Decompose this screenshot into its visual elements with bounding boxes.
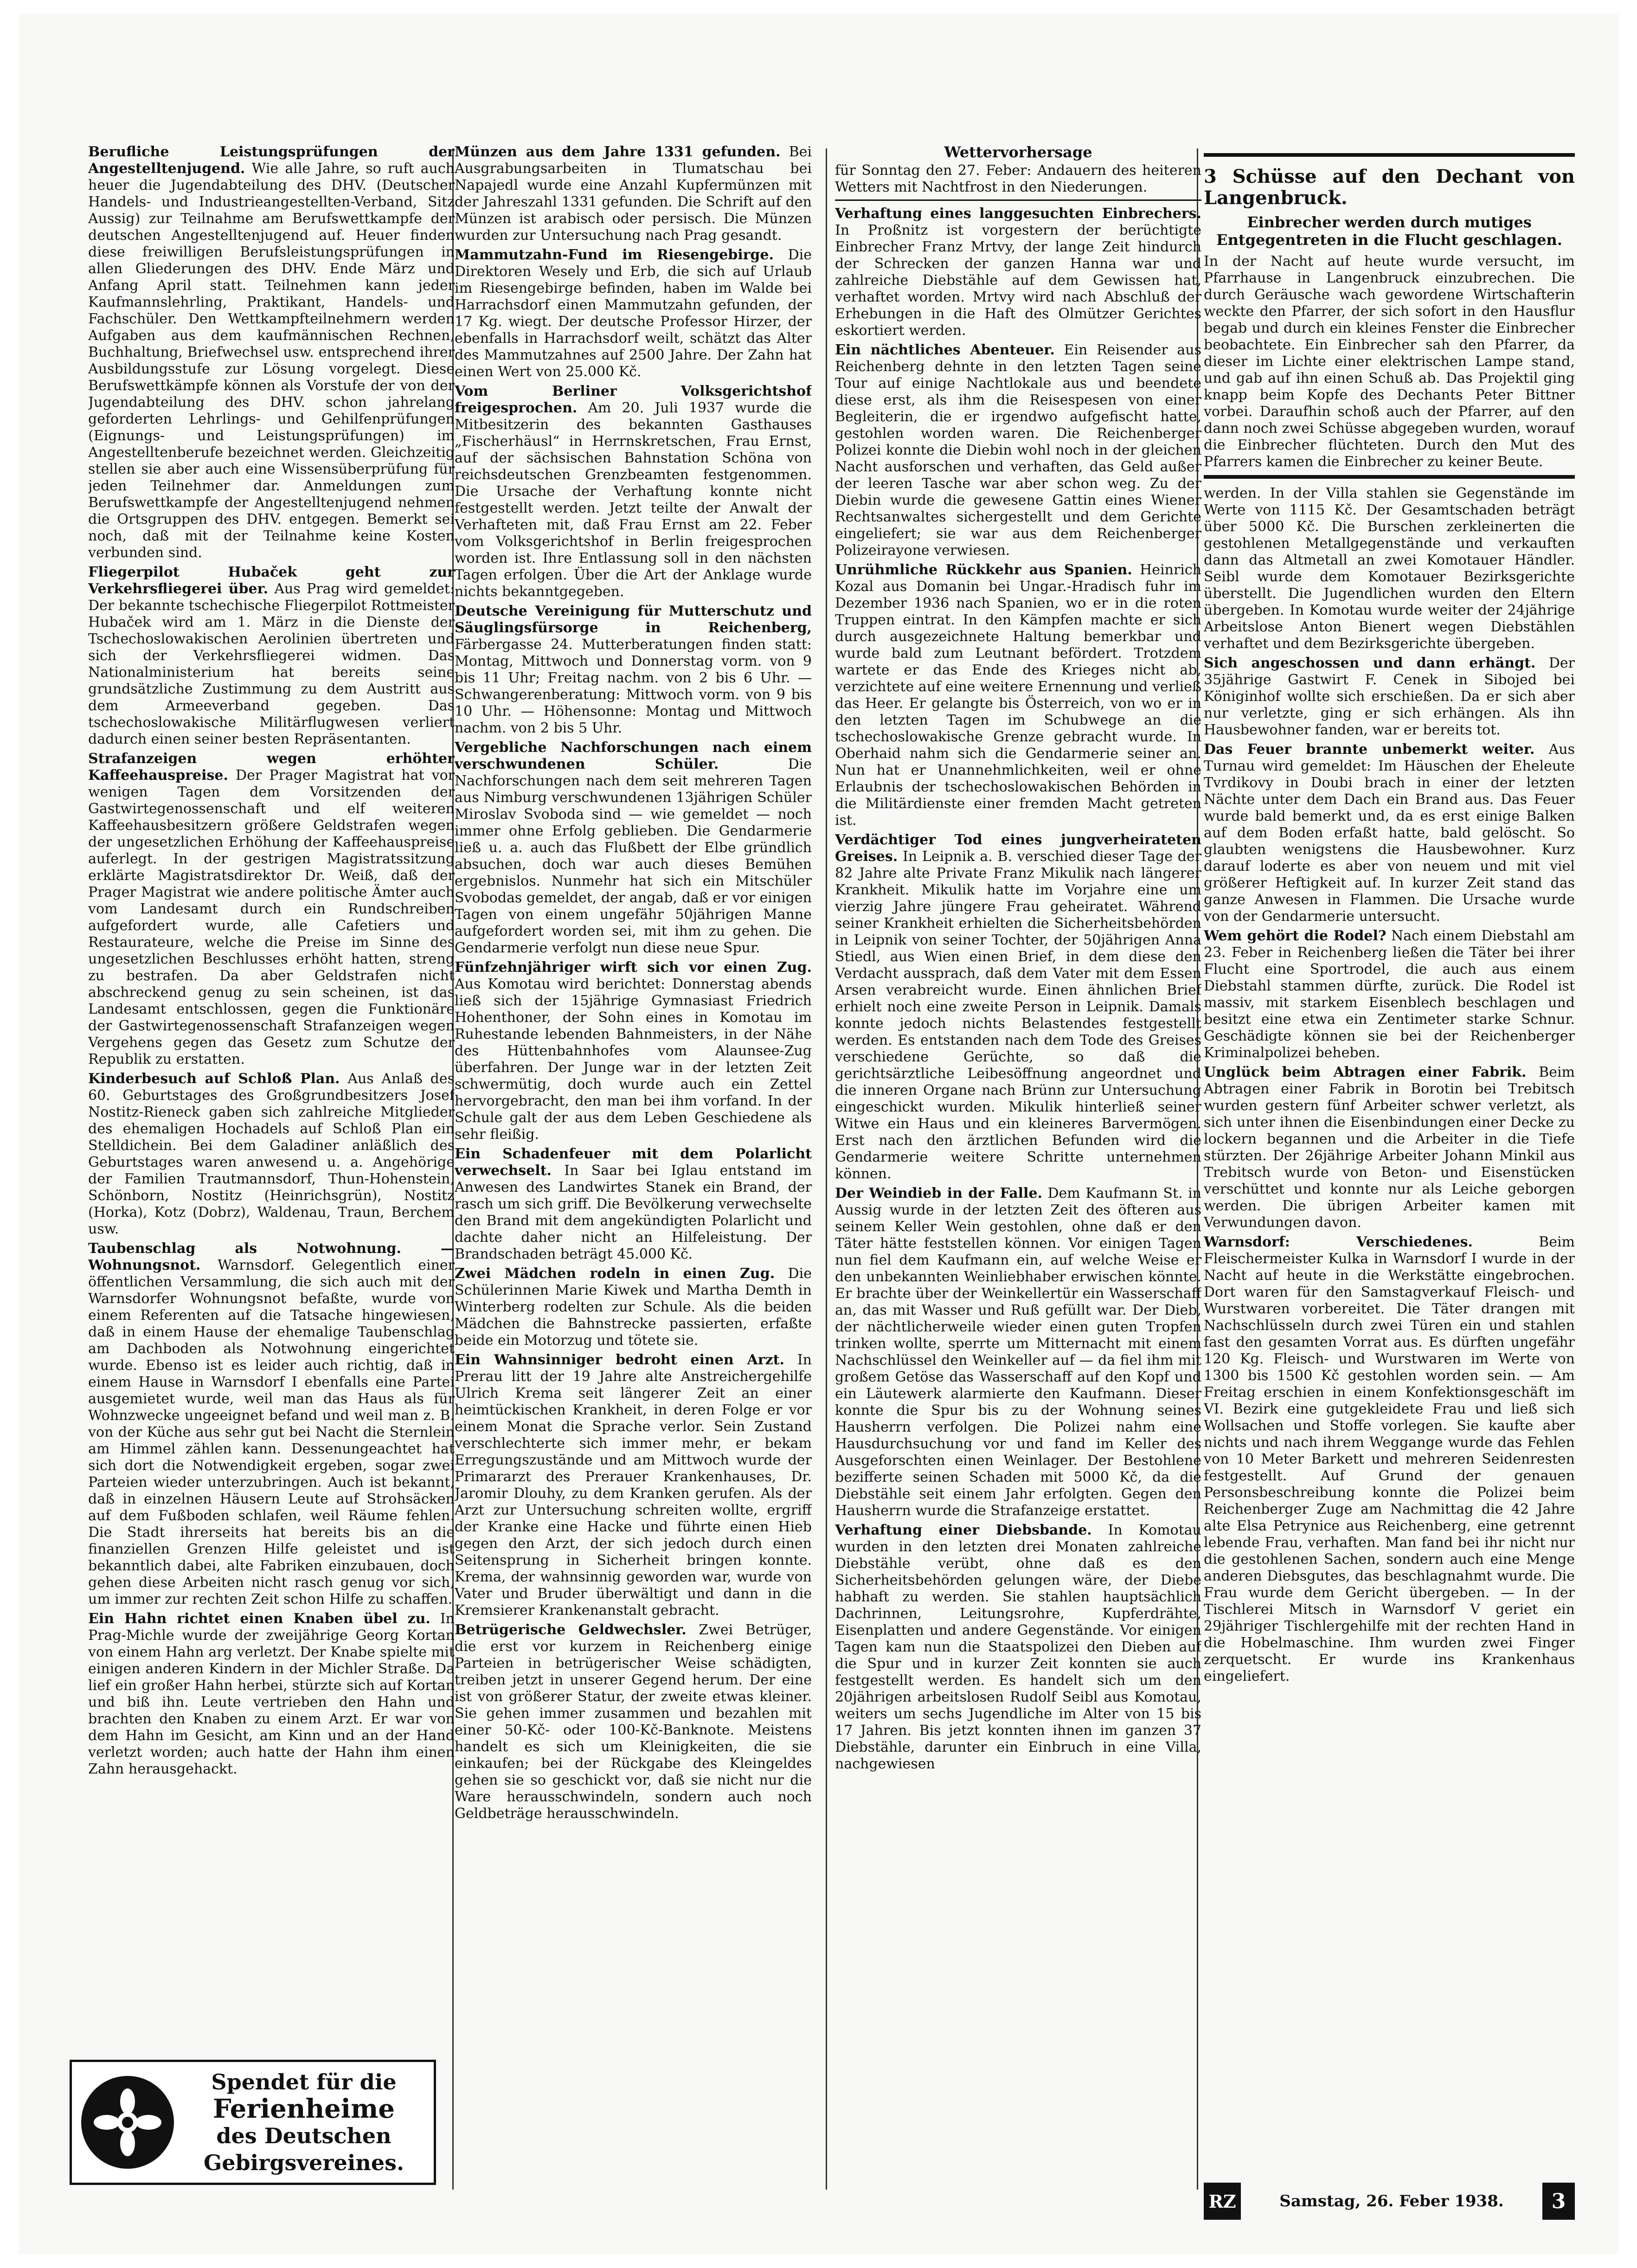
column-divider [826,148,827,2190]
article-text: In Prerau litt der 19 Jahre alte Anstreichergehilfe Ulrich Krema seit längerer Zeit an einer heimtückischen Krankheit, in deren Folge er vor einem Monat die Sprache verlor. Sein Zustand verschlechterte sich immer mehr, er bekam Erregungszustände und am Mittwoch wurde der Primararzt des Prerauer Krankenhauses, Dr. Jaromir Dlouhy, zu dem Kranken gerufen. Als der Arzt zur Untersuchung schreiten wollte, ergriff der Kranke eine Hacke und führte einen Hieb gegen den Arzt, der sich jedoch durch einen Seitensprung in Sicherheit bringen konnte. Krema, der wahnsinnig geworden war, wurde von Vater und Bruder überwältigt und dann in die Kremsierer Krankenanstalt gebracht. [455,1352,812,1619]
weather-title: Wettervorhersage [944,144,1092,161]
article-text: Der Prager Magistrat hat vor wenigen Tagen dem Vorsitzenden der Gastwirtegenossenschaft und elf weiteren Kaffeehausbesitzern größere Geldstrafen wegen der ungesetzlichen Erhöhung der Kaffeehauspreise auferlegt. In der gestrigen Magistratssitzung erklärte Magistratsdirektor Dr. Weiß, daß der Prager Magistrat wie andere politische Ämter auch vom Landesamt durch ein Rundschreiben aufgefordert wurde, alle Cafetiers und Restaurateure, welche die Preise im Sinne des ungesetzlichen Beschlusses erhöht hatten, streng zu bestrafen. Da aber Geldstrafen nicht abschreckend genug zu sein scheinen, ist das Landesamt entschlossen, gegen die Funktionäre der Gastwirtegenossenschaft Strafanzeigen wegen Vergehens gegen das Gesetz zum Schutze der Republik zu erstatten. [88,767,455,1067]
article-text: Zwei Betrüger, die erst vor kurzem in Reichenberg einige Parteien in betrügerischer Weise schädigten, treiben jetzt in unserer Gegend herum. Der eine ist von größerer Statur, der zweite etwas kleiner. Sie gehen immer zusammen und bezahlen mit einer 50-Kč- oder 100-Kč-Banknote. Meistens handelt es sich um Kleinigkeiten, die sie einkaufen; bei der Rückgabe des Kleingeldes gehen sie so geschickt vor, daß sie nicht nur die Ware herausschwindeln, sondern auch noch Geldbeträge herausschwindeln. [455,1622,812,1822]
column-4 [1204,144,1575,2129]
article-text: Der 35jährige Gastwirt F. Cenek in Sibojed bei Königinhof wollte sich erschießen. Da er sich aber nur verletzte, ging er sich erhängen. Als ihn Hausbewohner fanden, war er bereits tot. [1204,655,1575,738]
article-title: Der Weindieb in der Falle. [835,1185,1042,1201]
column-1 [88,144,455,2074]
article [835,832,1201,1182]
column-2 [455,144,812,2111]
article [455,603,812,737]
headline-rule-top [1204,153,1575,157]
article-title: Kinderbesuch auf Schloß Plan. [88,1071,340,1087]
article-title: Berufliche Leistungsprüfungen der Angestelltenjugend. [88,144,455,177]
page-footer [1204,2180,1575,2222]
article [1204,655,1575,739]
article-text: Aus Prag wird gemeldet: Der bekannte tschechische Fliegerpilot Rottmeister Hubaček wird am 1. März in die Dienste der Tschechoslowakischen Aerolinien übertreten und sich der Verkehrsfliegerei widmen. Das Nationalministerium hat bereits seine grundsätzliche Zustimmung zu dem Austritt aus dem Armeeverband gegeben. Das tschechoslowakische Militärflugwesen verliert dadurch einen seiner besten Repräsentanten. [88,581,455,747]
article [455,1146,812,1263]
article-text: In Komotau wurden in den letzten drei Monaten zahlreiche Diebstähle verübt, ohne daß es den Sicherheitsbehörden gelungen wäre, der Diebe habhaft zu werden. Sie stahlen hauptsächlich Dachrinnen, Leitungsrohre, Kupferdrähte, Eisenplatten und andere Gegenstände. Vor einigen Tagen kam nun die Staatspolizei den Dieben auf die Spur und in kurzer Zeit konnten sie auch festgestellt werden. Es handelt sich um den 20jährigen arbeitslosen Rudolf Seibl aus Komotau, weiters um sechs Jugendliche im Alter von 15 bis 17 Jahren. Bis jetzt konnten ihnen im ganzen 37 Diebstähle, darunter ein Einbruch in eine Villa, nachgewiesen [835,1522,1201,1772]
article-title: Zwei Mädchen rodeln in einen Zug. [455,1266,775,1282]
article-text: Heinrich Kozal aus Domanin bei Ungar.-Hradisch fuhr im Dezember 1936 nach Spanien, wo er in die roten Truppen eintrat. In den Kämpfen machte er sich durch ausgezeichnete Haltung bemerkbar und wurde bald zum Leutnant befördert. Trotzdem wartete er das Ende des Krieges nicht ab, verzichtete auf eine weitere Ernennung und verließ das Heer. Er gelangte bis Österreich, von wo er in den letzten Tagen im Schubwege an die tschechoslowakische Grenze gebracht wurde. In Oberhaid nahm sich die Gendarmerie seiner an. Nun hat er Unannehmlichkeiten, weil er ohne Erlaubnis der tschechoslowakischen Behörden in die Militärdienste einer fremden Macht getreten ist. [835,562,1201,829]
headline: 3 Schüsse auf den Dechant von Langenbruck. [1204,166,1575,209]
article-title: Fliegerpilot Hubaček geht zur Verkehrsfliegerei über. [88,564,455,597]
article [88,144,455,561]
advertisement-text [174,2069,434,2176]
article-text: Die Nachforschungen nach dem seit mehreren Tagen aus Nimburg verschwundenen 13jährigen Schüler Miroslav Svoboda sind — wie gemeldet — noch immer ohne Erfolg geblieben. Die Gendarmerie ließ u. a. auch das Flußbett der Elbe gründlich absuchen, doch war auch dieses Bemühen ergebnislos. Nunmehr hat sich ein Mitschüler Svobodas gemeldet, der angab, daß er vor einigen Tagen von einem ungefähr 50jährigen Manne aufgefordert worden sei, mit ihm zu gehen. Die Gendarmerie verfolgt nun diese neue Spur. [455,756,812,956]
article-title: Ein Hahn richtet einen Knaben übel zu. [88,1611,430,1627]
article-title: Strafanzeigen wegen erhöhter Kaffeehauspreise. [88,751,455,784]
article-text: Aus Turnau wird gemeldet: Im Häuschen der Eheleute Tvrdikovy in Doubi brach in einer der letzten Nächte unter dem Dach ein Brand aus. Das Feuer wurde bald bemerkt und, da es erst einige Balken auf dem Boden erfaßt hatte, bald gelöscht. So glaubten wenigstens die Hausbewohner. Kurz darauf loderte es aber von neuem und mit viel größerer Heftigkeit auf. In kurzer Zeit stand das ganze Anwesen in Flammen. Die Ursache wurde von der Gendarmerie untersucht. [1204,741,1575,925]
subheadline: Einbrecher werden durch mutiges Entgegentreten in die Flucht geschlagen. [1216,213,1562,249]
article-title: Ein Wahnsinniger bedroht einen Arzt. [455,1352,784,1368]
article [455,247,812,380]
article-text: In Proßnitz ist vorgestern der berüchtigte Einbrecher Franz Mrtvy, der lange Zeit hindurch der Schrecken der ganzen Hanna war und zahlreiche Diebstähle auf dem Gewissen hat, verhaftet worden. Mrtvy wird nach Abschluß der Erhebungen in die Haft des Olmützer Gerichtes eskortiert werden. [835,222,1201,339]
page-number: 3 [1542,2183,1575,2220]
article-text: Wie alle Jahre, so ruft auch heuer die Jugendabteilung des DHV. (Deutscher Handels- und Industrieangestellten-Verband, Sitz Aussig) zur Teilnahme am Berufswettkampfe der deutschen Angestelltenjugend auf. Heuer finden diese freiwilligen Berufsleistungsprüfungen in allen Gliederungen des DHV. Ende März und Anfang April statt. Teilnehmen kann jeder Kaufmannslehrling, Praktikant, Handels- und Fachschüler. Den Wettkampfteilnehmern werden Aufgaben aus dem kaufmännischen Rechnen, Buchhaltung, Briefwechsel usw. entsprechend ihrer Ausbildungsstufe zur Lösung vorgelegt. Diese Berufswettkämpfe können als Vorstufe der von der Jugendabteilung des DHV. schon jahrelang geforderten Lehrlings- und Gehilfenprüfungen (Eignungs- und Leistungsprüfungen) im Angestelltenberufe bezeichnet werden. Gleichzeitig stellen sie aber auch eine Wissensüberprüfung für jeden Teilnehmer dar. Anmeldungen zum Berufswettkampfe der Angestelltenjugend nehmen die Ortsgruppen des DHV. entgegen. Bemerkt sei noch, daß mit der Teilnahme keine Kosten verbunden sind. [88,161,455,561]
article-title: Verhaftung eines langgesuchten Einbrechers. [835,206,1201,222]
article-text: Die Schülerinnen Marie Kiwek und Martha Demth in Winterberg rodelten zur Schule. Als die beiden Mädchen die Bahnstrecke passierten, erfaßte beide ein Motorzug und tötete sie. [455,1266,812,1349]
article-title: Das Feuer brannte unbemerkt weiter. [1204,741,1535,758]
ad-line: des Deutschen [216,2123,392,2148]
ad-line: Spendet für die [211,2069,397,2095]
article [455,739,812,957]
article-text: Beim Fleischermeister Kulka in Warnsdorf I wurde in der Nacht auf heute in die Werkstätte eingebrochen. Dort waren für den Samstagverkauf Fleisch- und Wurstwaren vorbereitet. Die Täter drangen mit Nachschlüsseln durch zwei Türen ein und stahlen fast den gesamten Vorrat aus. Es dürften ungefähr 120 Kg. Fleisch- und Wurstwaren im Werte von 1300 bis 1500 Kč gestohlen worden sein. — Am Freitag erschien in einem Konfektionsgeschäft im VI. Bezirk eine gutgekleidete Frau und ließ sich Wollsachen und Stoffe vorlegen. Sie kaufte aber nichts und nach ihrem Weggange wurde das Fehlen von 10 Meter Barkett und mehreren Seidenresten festgestellt. Auf Grund der genauen Personsbeschreibung konnte die Polizei beim Reichenberger Zuge am Nachmittag die 42 Jahre alte Elsa Petrynice aus Reichenberg, eine getrennt lebende Frau, verhaften. Man fand bei ihr nicht nur die gestohlenen Sachen, sondern auch eine Menge anderen Diebsgutes, das beschlagnahmt wurde. Die Frau wurde dem Gericht übergeben. — In der Tischlerei Mitsch in Warnsdorf V geriet ein 29jähriger Tischlergehilfe mit der rechten Hand in die Hobelmaschine. Ihm wurden zwei Finger zerquetscht. Er wurde ins Krankenhaus eingeliefert. [1204,1234,1575,1684]
article-title: Münzen aus dem Jahre 1331 gefunden. [455,144,781,160]
article-title: Unglück beim Abtragen einer Fabrik. [1204,1064,1527,1080]
article-title: Verhaftung einer Diebsbande. [835,1522,1092,1538]
article-text: Beim Abtragen einer Fabrik in Borotin bei Trebitsch wurden gestern fünf Arbeiter schwer verletzt, als sich unter ihnen die Eisenbindungen einer Decke zu lockern begannen und die Arbeiter in die Tiefe stürzten. Der 26jährige Arbeiter Johann Minkil aus Trebitsch wurde von Beton- und Eisenstücken verschüttet und konnte nur als Leiche geborgen werden. Die übrigen Arbeiter kamen mit Verwundungen davon. [1204,1064,1575,1231]
article-title: Wem gehört die Rodel? [1204,928,1387,944]
article-text: In Saar bei Iglau entstand im Anwesen des Landwirtes Stanek ein Brand, der rasch um sich griff. Die Bevölkerung verwechselte den Brand mit dem angekündigten Polarlicht und dachte daher nicht an Hilfeleistung. Der Brandschaden beträgt 45.000 Kč. [455,1163,812,1262]
article [1204,741,1575,925]
article [455,144,812,244]
newspaper-page [19,14,1618,2254]
article-title: Betrügerische Geldwechsler. [455,1622,687,1638]
article-title: Vom Berliner Volksgerichtshof freigesprochen. [455,383,812,416]
article [88,564,455,748]
article-title: Ein Schadenfeuer mit dem Polarlicht verwechselt. [455,1146,812,1179]
article [88,1611,455,1778]
article [88,751,455,1068]
article-title: Sich angeschossen und dann erhängt. [1204,655,1536,671]
advertisement-box [70,2060,436,2185]
article-title: Taubenschlag als Notwohnung. — Wohnungsnot. [88,1240,455,1273]
ad-line: Gebirgsvereines. [203,2150,404,2175]
article [455,383,812,600]
article-text: Färbergasse 24. Mutterberatungen finden statt: Montag, Mittwoch und Donnerstag vorm. von 9 bis 11 Uhr; Freitag nachm. von 2 bis 6 Uhr. — Schwangerenberatung: Mittwoch vorm. von 9 bis 10 Uhr. — Höhensonne: Montag und Mittwoch nachm. von 2 bis 5 Uhr. [455,636,812,736]
article [835,1522,1201,1773]
article [1204,928,1575,1061]
article [1204,1234,1575,1685]
lead-article: In der Nacht auf heute wurde versucht, im Pfarrhause in Langenbruck einzubrechen. Die durch Geräusche wach gewordene Wirtschafterin weckte den Pfarrer, der sich sofort in den Hausflur begab und durch ein kleines Fenster die Einbrecher beobachtete. Ein Einbrecher sah den Pfarrer, da dieser im Lichte einer elektrischen Lampe stand, und gab auf ihn einen Schuß ab. Das Projektil ging knapp beim Kopfe des Dechants Peter Bittner vorbei. Daraufhin schoß auch der Pfarrer, auf den dann noch zwei Schüsse abgegeben wurden, worauf die Einbrecher flüchteten. Durch den Mut des Pfarrers kamen die Einbrecher zu keiner Beute. [1204,253,1575,470]
article [455,1352,812,1619]
article-text: Ein Reisender aus Reichenberg dehnte in den letzten Tagen seine Tour auf einige Nachtlokale aus und beendete diese erst, als ihm die Reisespesen von einer Begleiterin, die er irgendwo aufgefischt hatte, gestohlen worden waren. Die Reichenberger Polizei konnte die Diebin wohl noch in der gleichen Nacht ausforschen und verhaften, das Geld außer der leeren Tasche war aber schon weg. Zu der Diebin wurde die gewesene Gattin eines Wiener Rechtsanwaltes sichergestellt und dem Gerichte eingeliefert; sie war aus dem Reichenberger Polizeirayone verwiesen. [835,342,1201,559]
weather-text: für Sonntag den 27. Feber: Andauern des heiteren Wetters mit Nachtfrost in den Niederungen. [835,162,1201,195]
article-text: Bei Ausgrabungsarbeiten in Tlumatschau bei Napajedl wurde eine Anzahl Kupfermünzen mit der Jahreszahl 1331 gefunden. Die Schrift auf den Münzen ist arabisch oder persisch. Die Münzen wurden zur Untersuchung nach Prag gesandt. [455,144,812,244]
article [835,206,1201,339]
article [88,1240,455,1608]
article [835,1185,1201,1519]
column-3 [835,144,1201,2111]
article-title: Verdächtiger Tod eines jungverheirateten Greises. [835,832,1201,865]
article-title: Deutsche Vereinigung für Mutterschutz und Säuglingsfürsorge in Reichenberg, [455,603,812,636]
article-text: In Leipnik a. B. verschied dieser Tage der 82 Jahre alte Private Franz Mikulik nach längerer Krankheit. Mikulik hatte im Vorjahre eine um vierzig Jahre jüngere Frau geheiratet. Während seiner Krankheit erhielten die Sicherheitsbehörden in Leipnik von seiner Tochter, der 50jährigen Anna Stiedl, aus Wien einen Brief, in dem diese den Verdacht aussprach, daß dem Vater mit dem Essen Arsen verabreicht wurde. Einen ähnlichen Brief erhielt noch eine zweite Person in Leipnik. Damals konnte jedoch nichts Belastendes festgestellt werden. Es entstanden nach dem Tode des Greises verschiedene Gerüchte, so daß die gerichtsärztliche Leibesöffnung angeordnet und die inneren Organe nach Brünn zur Untersuchung eingeschickt wurden. Mikulik hinterließ seiner Witwe ein Haus und ein kleineres Barvermögen. Erst nach den ärztlichen Befunden wird die Gendarmerie weitere Schritte unternehmen können. [835,848,1201,1182]
article [455,1266,812,1349]
article-title: Fünfzehnjähriger wirft sich vor einen Zug. [455,959,812,976]
article [835,342,1201,559]
article [835,562,1201,829]
article [455,1622,812,1822]
article-text: Dem Kaufmann St. in Aussig wurde in der letzten Zeit des öfteren aus seinem Keller Wein gestohlen, ohne daß er den Täter hätte feststellen können. Vor einigen Tagen nun fiel dem Kaufmann ein, auf welche Weise er den unbekannten Weinliebhaber erwischen könnte. Er brachte über der Weinkellertür ein Wasserschaff an, das mit Wasser und Ruß gefüllt war. Der Dieb, der nächtlicherweile wieder einen guten Tropfen trinken wollte, sperrte um Mitternacht mit einem Nachschlüssel den Weinkeller auf — da fiel ihm mit großem Getöse das Wasserschaff auf den Kopf und ein Läutewerk alarmierte den Kaufmann. Dieser konnte die Spur bis zu der Wohnung seines Hausherrn verfolgen. Die Polizei nahm eine Hausdurchsuchung vor und fand im Keller des Ausgeforschten einen Weinlager. Der Bestohlene bezifferte seinen Schaden mit 5000 Kč, da die Diebstähle seit einem Jahr erfolgten. Gegen den Hausherrn wurde die Strafanzeige erstattet. [835,1185,1201,1519]
article-text: Aus Anlaß des 60. Geburtstages des Großgrundbesitzers Josef Nostitz-Rieneck gaben sich zahlreiche Mitglieder des ehemaligen Hochadels auf Schloß Plan ein Stelldichein. Bei dem Galadiner anläßlich des Geburtstages waren anwesend u. a. Angehörige der Familien Trautmannsdorf, Thun-Hohenstein, Schönborn, Nostitz (Heinrichsgrün), Nostitz (Horka), Kotz (Dobrz), Waldenau, Traun, Berchem usw. [88,1071,455,1237]
article-title: Ein nächtliches Abenteuer. [835,342,1055,358]
continued-text: werden. In der Villa stahlen sie Gegenstände im Werte von 1115 Kč. Der Gesamtschaden beträgt über 5000 Kč. Die Burschen zerkleinerten die gestohlenen Metallgegenstände und verkauften dann das Altmetall an zwei Komotauer Händler. Seibl wurde dem Komotauer Bezirksgerichte überstellt. Die Jugendlichen wurden den Eltern übergeben. In Komotau wurde weiter der 24jährige Arbeitslose Anton Bienert wegen Diebstählen verhaftet und dem Bezirksgerichte übergeben. [1204,485,1575,652]
article-title: Mammutzahn-Fund im Riesengebirge. [455,247,774,263]
article-title: Warnsdorf: Verschiedenes. [1204,1234,1473,1250]
article-title: Unrühmliche Rückkehr aus Spanien. [835,562,1132,578]
article-text: Nach einem Diebstahl am 23. Feber in Reichenberg ließen die Täter bei ihrer Flucht eine Sportrodel, die auch aus einem Diebstahl stammen dürfte, zurück. Die Rodel ist massiv, mit starkem Eisenblech beschlagen und besitzt eine etwa ein Zentimeter starke Schnur. Geschädigte können sie bei der Reichenberger Kriminalpolizei beheben. [1204,928,1575,1061]
article-text: Am 20. Juli 1937 wurde die Mitbesitzerin des bekannten Gasthauses „Fischerhäusl“ in Herrnskretschen, Frau Ernst, auf der sächsischen Bahnstation Schöna von reichsdeutschen Grenzbeamten festgenommen. Die Ursache der Verhaftung konnte nicht festgestellt werden. Jetzt teilte der Anwalt der Verhafteten mit, daß Frau Ernst am 22. Feber vom Volksgerichtshof in Berlin freigesprochen worden ist. Ihre Entlassung soll in den nächsten Tagen erfolgen. Über die Art der Anklage wurde nichts bekanntgegeben. [455,400,812,600]
article-text: In Prag-Michle wurde der zweijährige Georg Kortan von einem Hahn arg verletzt. Der Knabe spielte mit einigen anderen Kindern in der Michler Straße. Da lief ein großer Hahn herbei, stürzte sich auf Kortan und biß ihn. Leute vertrieben den Hahn und brachten den Knaben zu einem Arzt. Er war von dem Hahn im Gesicht, am Kinn und an der Hand verletzt worden; auch hatte der Hahn ihm einen Zahn herausgehackt. [88,1611,455,1777]
issue-date: Samstag, 26. Feber 1938. [1279,2192,1504,2210]
article-text: Die Direktoren Wesely und Erb, die sich auf Urlaub im Riesengebirge befinden, haben im Walde bei Harrachsdorf einen Mammutzahn gefunden, der 17 Kg. wiegt. Der deutsche Professor Hirzer, der ebenfalls in Harrachsdorf weilt, schätzt das Alter des Mammutzahnes auf 2500 Jahre. Der Zahn hat einen Wert von 25.000 Kč. [455,247,812,380]
newspaper-logo-icon: RZ [1204,2183,1241,2220]
ad-line: Ferienheime [213,2094,395,2124]
article [455,959,812,1143]
article-text: Warnsdorf. Gelegentlich einer öffentlichen Versammlung, die sich auch mit der Warnsdorfer Wohnungsnot befaßte, wurde von einem Referenten auf die Tatsache hingewiesen, daß in einem Hause der ehemalige Taubenschlag am Dachboden als Notwohnung eingerichtet wurde. Ebenso ist es leider auch richtig, daß in einem Hause in Warnsdorf I ebenfalls eine Partei ausgemietet wurde, weil man das Haus als für Wohnzwecke ungeeignet befand und weil man z. B. von der Küche aus sehr gut bei Nacht die Sternlein am Himmel zählen kann. Dessenungeachtet hat sich dort die Notwendigkeit ergeben, sogar zwei Parteien wieder unterzubringen. Auch ist bekannt, daß in einzelnen Häusern Leute auf Strohsäcken auf dem Fußboden schlafen, weil Räume fehlen. Die Stadt ihrerseits hat bereits bis an die finanziellen Grenzen Hilfe geleistet und ist bekanntlich dabei, alte Fabriken einzubauen, doch gehen diese Arbeiten nicht rasch genug vor sich, um immer zur rechten Zeit schon Hilfe zu schaffen. [88,1257,455,1607]
section-rule [835,199,1201,201]
article-title: Vergebliche Nachforschungen nach einem verschwundenen Schüler. [455,739,812,772]
headline-rule-bottom [1204,475,1575,479]
edelweiss-emblem-icon [81,2076,174,2169]
article-text: Aus Komotau wird berichtet: Donnerstag abends ließ sich der 15jährige Gymnasiast Friedrich Hohenthoner, der Sohn eines in Komotau im Ruhestande lebenden Bahnmeisters, in der Nähe des Hüttenbahnhofes vom Alaunsee-Zug überfahren. Der Junge war in der letzten Zeit schwermütig, doch wurde auch ein Zettel hervorgebracht, den man bei ihm vorfand. In der Schule galt der aus dem Leben Geschiedene als sehr fleißig. [455,976,812,1143]
article [88,1071,455,1238]
article [1204,1064,1575,1231]
